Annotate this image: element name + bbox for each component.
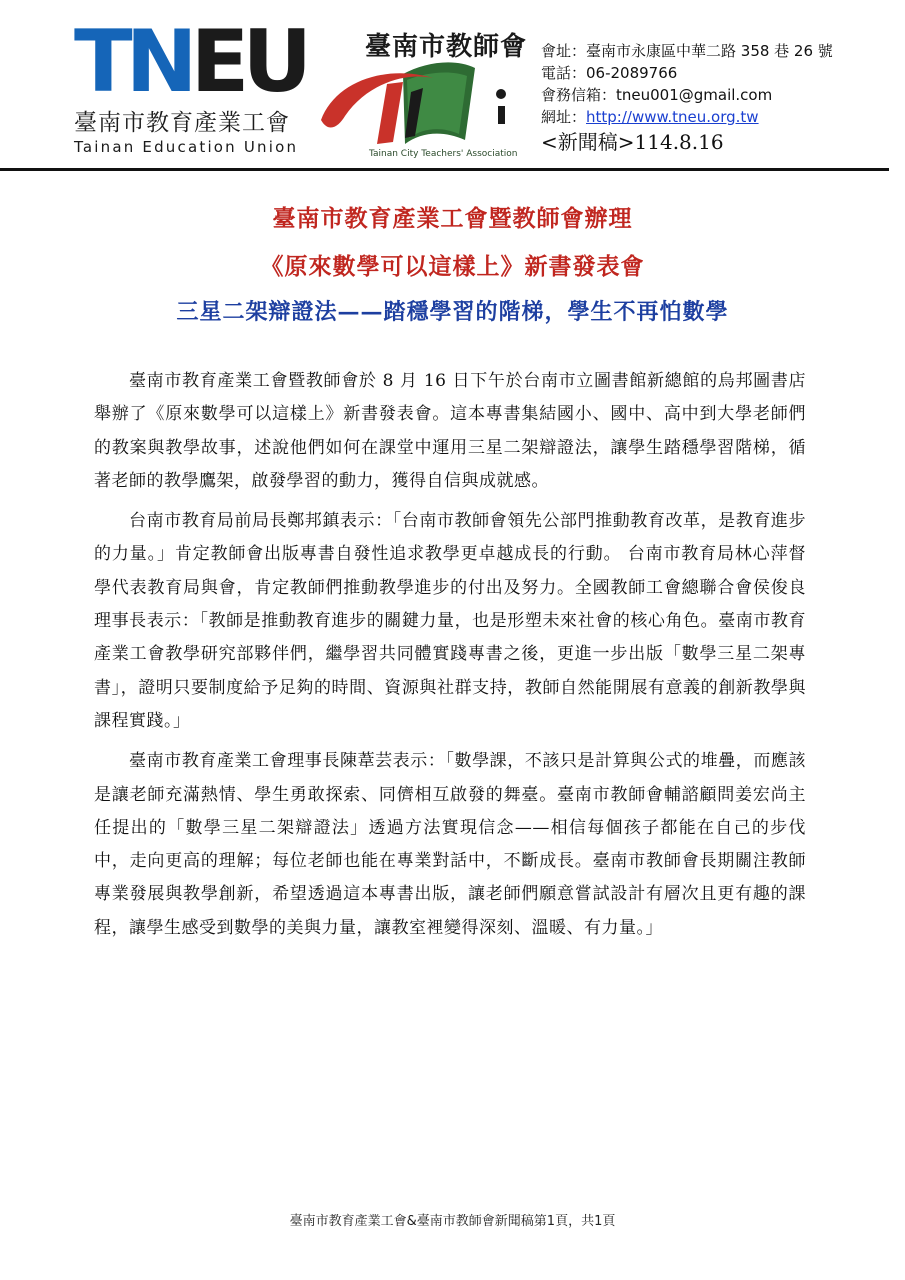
article-body: [94, 365, 806, 952]
title-subtitle: 三星二架辯證法——踏穩學習的階梯，學生不再怕數學: [176, 299, 729, 325]
page-footer: 臺南市教育產業工會&臺南市教師會新聞稿第1頁，共1頁: [289, 1214, 616, 1229]
title-line-1: 臺南市教育產業工會暨教師會辦理: [272, 205, 633, 232]
header-divider: [0, 168, 889, 171]
contact-block: [541, 40, 833, 155]
tneu-wordmark: [74, 12, 306, 112]
contact-phone: 電話：06-2089766: [541, 64, 678, 82]
tneu-name-en: Tainan Education Union: [74, 138, 299, 156]
tneu-logo: [74, 12, 306, 156]
tta-name-cn: 臺南市教師會: [365, 32, 528, 62]
tta-name-en: Tainan City Teachers' Association: [369, 149, 518, 159]
contact-website: [541, 106, 833, 128]
contact-address: 會址：臺南市永康區中華二路 358 巷 26 號: [541, 42, 833, 60]
tneu-letters-dark: EU: [190, 12, 306, 112]
website-link[interactable]: http://www.tneu.org.tw: [586, 108, 759, 126]
tneu-letters-blue: TN: [74, 12, 191, 112]
paragraph: 臺南市教育產業工會暨教師會於 8 月 16 日下午於台南市立圖書館新總館的烏邦圖書店舉辦了《原來數學可以這樣上》新書發表會。這本專書集結國小、國中、高中到大學老師們的教案與教學故事，述說他們如何在課堂中運用三星二架辯證法，讓學生踏穩學習階梯，循著老師的教學鷹架，啟發學習的動力，獲得自信與成就感。: [94, 371, 806, 491]
tneu-name-cn: 臺南市教育產業工會: [74, 110, 290, 136]
contact-email: 會務信箱：tneu001@gmail.com: [541, 86, 773, 104]
paragraph: 臺南市教育產業工會理事長陳葦芸表示：「數學課，不該只是計算與公式的堆疊，而應該是讓老師充滿熱情、學生勇敢探索、同儕相互啟發的舞臺。臺南市教師會輔諮顧問姜宏尚主任提出的「數學三星二架辯證法」透過方法實現信念——相信每個孩子都能在自己的步伐中，走向更高的理解；每位老師也能在專業對話中，不斷成長。臺南市教師會長期關注教師專業發展與教學創新，希望透過這本專書出版，讓老師們願意嘗試設計有層次且更有趣的課程，讓學生感受到數學的美與力量，讓教室裡變得深刻、溫暖、有力量。」: [94, 751, 806, 938]
website-label: 網址：: [541, 108, 587, 126]
paragraph: 台南市教育局前局長鄭邦鎮表示：「台南市教師會領先公部門推動教育改革，是教育進步的力量。」肯定教師會出版專書自發性追求教學更卓越成長的行動。 台南市教育局林心萍督學代表教育局與會，肯定教師們推動教學進步的付出及努力。全國教師工會總聯合會侯俊良理事長表示：「教師是推動教育進步的關鍵力量，也是形塑未來社會的核心角色。臺南市教育產業工會教學研究部夥伴們，繼學習共同體實踐專書之後，更進一步出版「數學三星二架專書」，證明只要制度給予足夠的時間、資源與社群支持，教師自然能開展有意義的創新教學與課程實踐。」: [94, 511, 806, 731]
tta-logo: [315, 22, 528, 162]
press-release-date: <新聞稿>114.8.16: [541, 130, 724, 154]
title-line-2: 《原來數學可以這樣上》新書發表會: [260, 253, 645, 280]
